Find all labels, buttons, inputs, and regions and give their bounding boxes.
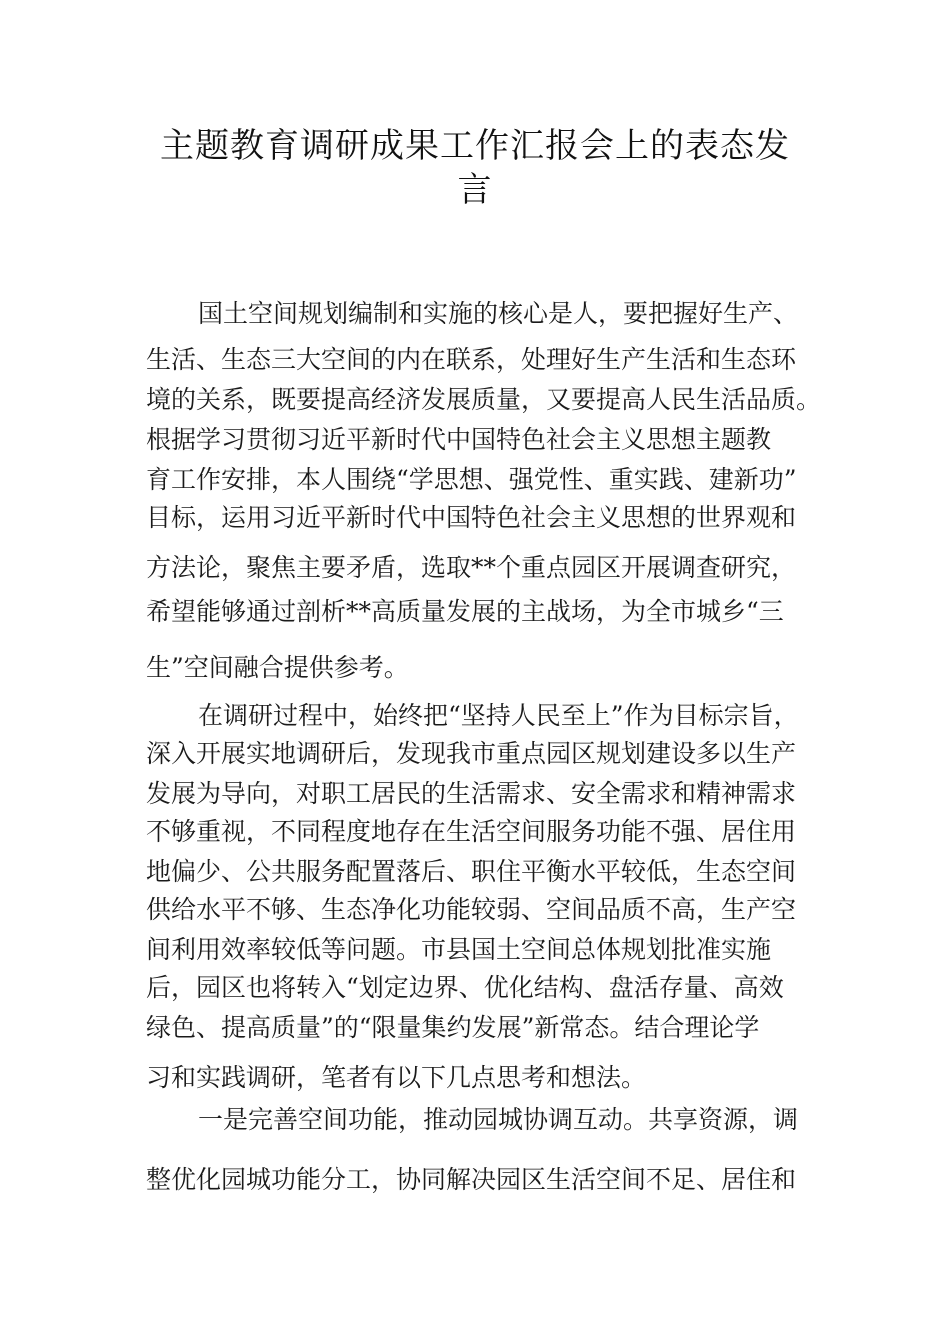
body-line-03: 境的关系，既要提高经济发展质量，又要提高人民生活品质。 <box>146 385 822 414</box>
body-line-15: 供给水平不够、生态净化功能较弱、空间品质不高，生产空 <box>146 895 797 924</box>
body-line-09: 生”空间融合提供参考。 <box>146 653 409 682</box>
body-line-16: 间利用效率较低等问题。市县国土空间总体规划批准实施 <box>146 935 772 964</box>
body-line-13: 不够重视，不同程度地存在生活空间服务功能不强、居住用 <box>146 817 797 846</box>
body-line-01: 国土空间规划编制和实施的核心是人，要把握好生产、 <box>198 299 799 328</box>
body-line-18: 绿色、提高质量”的“限量集约发展”新常态。结合理论学 <box>146 1013 760 1042</box>
body-line-06: 目标，运用习近平新时代中国特色社会主义思想的世界观和 <box>146 503 797 532</box>
title-line-2: 言 <box>457 170 493 210</box>
body-line-02: 生活、生态三大空间的内在联系，处理好生产生活和生态环 <box>146 345 797 374</box>
body-line-19: 习和实践调研，笔者有以下几点思考和想法。 <box>146 1063 647 1092</box>
body-line-07: 方法论，聚焦主要矛盾，选取**个重点园区开展调查研究， <box>146 553 797 582</box>
title-line-1: 主题教育调研成果工作汇报会上的表态发 <box>160 126 790 166</box>
body-line-11: 深入开展实地调研后，发现我市重点园区规划建设多以生产 <box>146 739 797 768</box>
body-line-21: 整优化园城功能分工，协同解决园区生活空间不足、居住和 <box>146 1165 797 1194</box>
body-line-12: 发展为导向，对职工居民的生活需求、安全需求和精神需求 <box>146 779 797 808</box>
document-title <box>140 124 810 212</box>
body-line-20: 一是完善空间功能，推动园城协调互动。共享资源，调 <box>198 1105 799 1134</box>
body-line-14: 地偏少、公共服务配置落后、职住平衡水平较低，生态空间 <box>146 857 797 886</box>
body-line-04: 根据学习贯彻习近平新时代中国特色社会主义思想主题教 <box>146 425 772 454</box>
body-line-05: 育工作安排，本人围绕“学思想、强党性、重实践、建新功” <box>146 465 797 494</box>
body-line-10: 在调研过程中，始终把“坚持人民至上”作为目标宗旨， <box>198 701 799 730</box>
body-line-17: 后，园区也将转入“划定边界、优化结构、盘活存量、高效 <box>146 973 784 1002</box>
body-line-08: 希望能够通过剖析**高质量发展的主战场，为全市城乡“三 <box>146 597 784 626</box>
